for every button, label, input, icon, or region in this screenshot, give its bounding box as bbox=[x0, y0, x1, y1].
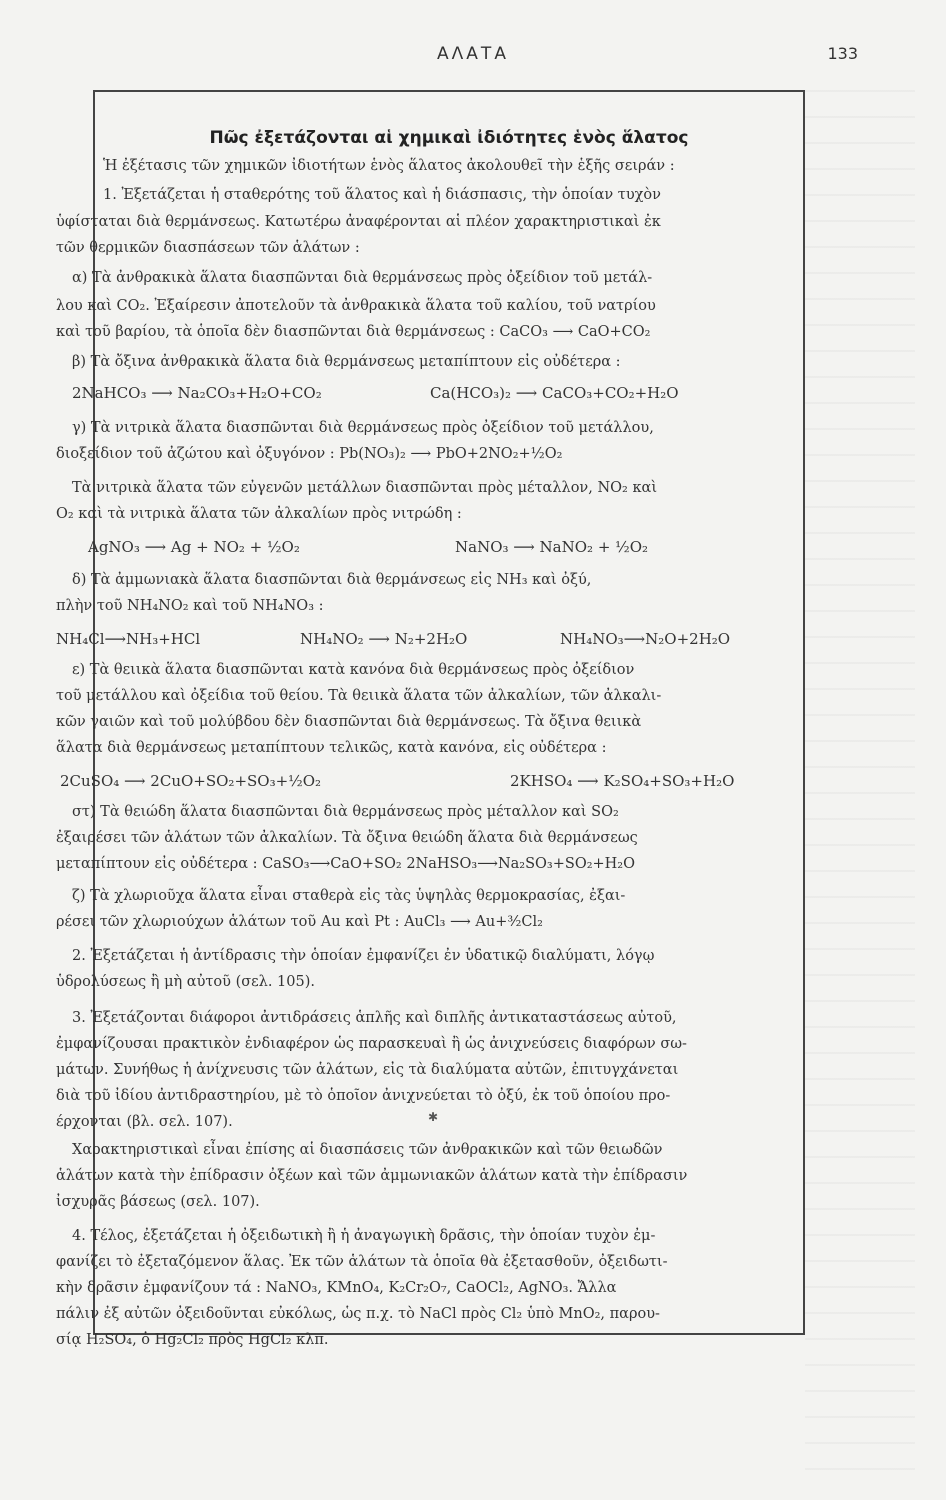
text-line: μεταπίπτουν εἰς οὐδέτερα : CaSO₃⟶CaO+SO₂ 2NaHSO₃⟶Na₂SO₃+SO₂+H₂O bbox=[56, 856, 636, 872]
text-line: Τὰ νιτρικὰ ἅλατα τῶν εὐγενῶν μετάλλων διασπῶνται πρὸς μέταλλον, NO₂ καὶ bbox=[72, 480, 657, 496]
text-line: 1. Ἐξετάζεται ἡ σταθερότης τοῦ ἅλατος καὶ ἡ διάσπασις, τὴν ὁποίαν τυχὸν bbox=[103, 187, 661, 203]
text-line: πάλιν ἐξ αὐτῶν ὀξειδοῦνται εὐκόλως, ὡς π.χ. τὸ NaCl πρὸς Cl₂ ὑπὸ MnO₂, παρου- bbox=[56, 1306, 660, 1322]
text-line: ε) Τὰ θειικὰ ἅλατα διασπῶνται κατὰ κανόνα διὰ θερμάνσεως πρὸς ὀξείδιον bbox=[72, 662, 635, 678]
equation: NH₄Cl⟶NH₃+HCl bbox=[56, 630, 201, 648]
text-line: β) Τὰ ὄξινα ἀνθρακικὰ ἅλατα διὰ θερμάνσεως μεταπίπτουν εἰς οὐδέτερα : bbox=[72, 354, 621, 370]
text-line: ρέσει τῶν χλωριούχων ἁλάτων τοῦ Au καὶ Pt : AuCl₃ ⟶ Au+³⁄₂Cl₂ bbox=[56, 914, 543, 930]
text-line: ἐμφανίζουσαι πρακτικὸν ἐνδιαφέρον ὡς παρασκευαὶ ἢ ὡς ἀνιχνεύσεις διαφόρων σω- bbox=[56, 1036, 687, 1052]
bleed-through-shadow bbox=[805, 90, 915, 1490]
equation: AgNO₃ ⟶ Ag + NO₂ + ½O₂ bbox=[88, 538, 300, 556]
text-line: διοξείδιον τοῦ ἀζώτου καὶ ὀξυγόνον : Pb(NO₃)₂ ⟶ PbO+2NO₂+½O₂ bbox=[56, 446, 563, 462]
text-line: Ἡ ἐξέτασις τῶν χημικῶν ἰδιοτήτων ἑνὸς ἅλατος ἀκολουθεῖ τὴν ἑξῆς σειράν : bbox=[103, 158, 675, 174]
equation: NaNO₃ ⟶ NaNO₂ + ½O₂ bbox=[455, 538, 649, 556]
box-title: Πῶς ἐξετάζονται αἱ χημικαὶ ἰδιότητες ἑνὸς ἅλατος bbox=[209, 128, 689, 148]
text-line: κὴν δρᾶσιν ἐμφανίζουν τά : NaNO₃, KMnO₄, K₂Cr₂O₇, CaOCl₂, AgNO₃. Ἄλλα bbox=[56, 1280, 617, 1296]
text-line: καὶ τοῦ βαρίου, τὰ ὁποῖα δὲν διασπῶνται διὰ θερμάνσεως : CaCO₃ ⟶ CaO+CO₂ bbox=[56, 324, 651, 340]
text-line: 3. Ἐξετάζονται διάφοροι ἀντιδράσεις ἁπλῆς καὶ διπλῆς ἀντικαταστάσεως αὐτοῦ, bbox=[72, 1010, 677, 1026]
equation: Ca(HCO₃)₂ ⟶ CaCO₃+CO₂+H₂O bbox=[430, 384, 679, 402]
text-line: ἁλάτων κατὰ τὴν ἐπίδρασιν ὀξέων καὶ τῶν ἀμμωνιακῶν ἁλάτων κατὰ τὴν ἐπίδρασιν bbox=[56, 1168, 688, 1184]
text-line: Χαρακτηριστικαὶ εἶναι ἐπίσης αἱ διασπάσεις τῶν ἀνθρακικῶν καὶ τῶν θειωδῶν bbox=[72, 1142, 663, 1158]
text-line: ἰσχυρᾶς βάσεως (σελ. 107). bbox=[56, 1194, 260, 1210]
text-line: σίᾳ H₂SO₄, ὁ Hg₂Cl₂ πρὸς HgCl₂ κλπ. bbox=[56, 1332, 329, 1348]
text-line: α) Τὰ ἀνθρακικὰ ἅλατα διασπῶνται διὰ θερμάνσεως πρὸς ὀξείδιον τοῦ μετάλ- bbox=[72, 270, 653, 286]
text-line: στ) Τὰ θειώδη ἅλατα διασπῶνται διὰ θερμάνσεως πρὸς μέταλλον καὶ SO₂ bbox=[72, 804, 619, 820]
text-line: διὰ τοῦ ἰδίου ἀντιδραστηρίου, μὲ τὸ ὁποῖον ἀνιχνεύεται τὸ ὀξύ, ἐκ τοῦ ὁποίου προ- bbox=[56, 1088, 671, 1104]
text-line: ἐξαιρέσει τῶν ἁλάτων τῶν ἀλκαλίων. Τὰ ὄξινα θειώδη ἅλατα διὰ θερμάνσεως bbox=[56, 830, 638, 846]
text-line: 4. Τέλος, ἐξετάζεται ἡ ὀξειδωτικὴ ἢ ἡ ἀναγωγικὴ δρᾶσις, τὴν ὁποίαν τυχὸν ἐμ- bbox=[72, 1228, 656, 1244]
text-line: τοῦ μετάλλου καὶ ὀξείδια τοῦ θείου. Τὰ θειικὰ ἅλατα τῶν ἀλκαλίων, τῶν ἀλκαλι- bbox=[56, 688, 662, 704]
page-number: 133 bbox=[827, 44, 858, 63]
equation: NH₄NO₂ ⟶ N₂+2H₂O bbox=[300, 630, 468, 648]
text-line: έρχονται (βλ. σελ. 107). bbox=[56, 1114, 233, 1130]
text-line: πλὴν τοῦ NH₄NO₂ καὶ τοῦ NH₄NO₃ : bbox=[56, 598, 324, 614]
equation: 2NaHCO₃ ⟶ Na₂CO₃+H₂O+CO₂ bbox=[72, 384, 322, 402]
text-line: μάτων. Συνήθως ἡ ἀνίχνευσις τῶν ἁλάτων, εἰς τὰ διαλύματα αὐτῶν, ἐπιτυγχάνεται bbox=[56, 1062, 679, 1078]
equation: NH₄NO₃⟶N₂O+2H₂O bbox=[560, 630, 731, 648]
text-line: ζ) Τὰ χλωριοῦχα ἅλατα εἶναι σταθερὰ εἰς τὰς ὑψηλὰς θερμοκρασίας, ἐξαι- bbox=[72, 888, 626, 904]
equation: 2CuSO₄ ⟶ 2CuO+SO₂+SO₃+½O₂ bbox=[60, 772, 322, 790]
text-line: δ) Τὰ ἀμμωνιακὰ ἅλατα διασπῶνται διὰ θερμάνσεως εἰς NH₃ καὶ ὀξύ, bbox=[72, 572, 592, 588]
text-line: κῶν γαιῶν καὶ τοῦ μολύβδου δὲν διασπῶνται διὰ θερμάνσεως. Τὰ ὄξινα θειικὰ bbox=[56, 714, 642, 730]
text-line: ὑδρολύσεως ἢ μὴ αὐτοῦ (σελ. 105). bbox=[56, 974, 315, 990]
text-line: O₂ καὶ τὰ νιτρικὰ ἅλατα τῶν ἀλκαλίων πρὸς νιτρώδη : bbox=[56, 506, 462, 522]
text-line: φανίζει τὸ ἐξεταζόμενον ἅλας. Ἐκ τῶν ἁλάτων τὰ ὁποῖα θὰ ἐξετασθοῦν, ὀξειδωτι- bbox=[56, 1254, 668, 1270]
text-line: ἅλατα διὰ θερμάνσεως μεταπίπτουν τελικῶς, κατὰ κανόνα, εἰς οὐδέτερα : bbox=[56, 740, 607, 756]
running-head: ΑΛΑΤΑ bbox=[437, 44, 509, 64]
text-line: λου καὶ CO₂. Ἐξαίρεσιν ἀποτελοῦν τὰ ἀνθρακικὰ ἅλατα τοῦ καλίου, τοῦ νατρίου bbox=[56, 298, 656, 314]
text-line: τῶν θερμικῶν διασπάσεων τῶν ἁλάτων : bbox=[56, 240, 360, 256]
text-line: γ) Τὰ νιτρικὰ ἅλατα διασπῶνται διὰ θερμάνσεως πρὸς ὀξείδιον τοῦ μετάλλου, bbox=[72, 420, 654, 436]
text-line: 2. Ἐξετάζεται ἡ ἀντίδρασις τὴν ὁποίαν ἐμφανίζει ἐν ὑδατικῷ διαλύματι, λόγῳ bbox=[72, 948, 655, 964]
equation: 2KHSO₄ ⟶ K₂SO₄+SO₃+H₂O bbox=[510, 772, 735, 790]
text-line: ὑφίσταται διὰ θερμάνσεως. Κατωτέρω ἀναφέρονται αἱ πλέον χαρακτηριστικαὶ ἐκ bbox=[56, 214, 661, 230]
ink-mark: ✱ bbox=[428, 1110, 439, 1124]
